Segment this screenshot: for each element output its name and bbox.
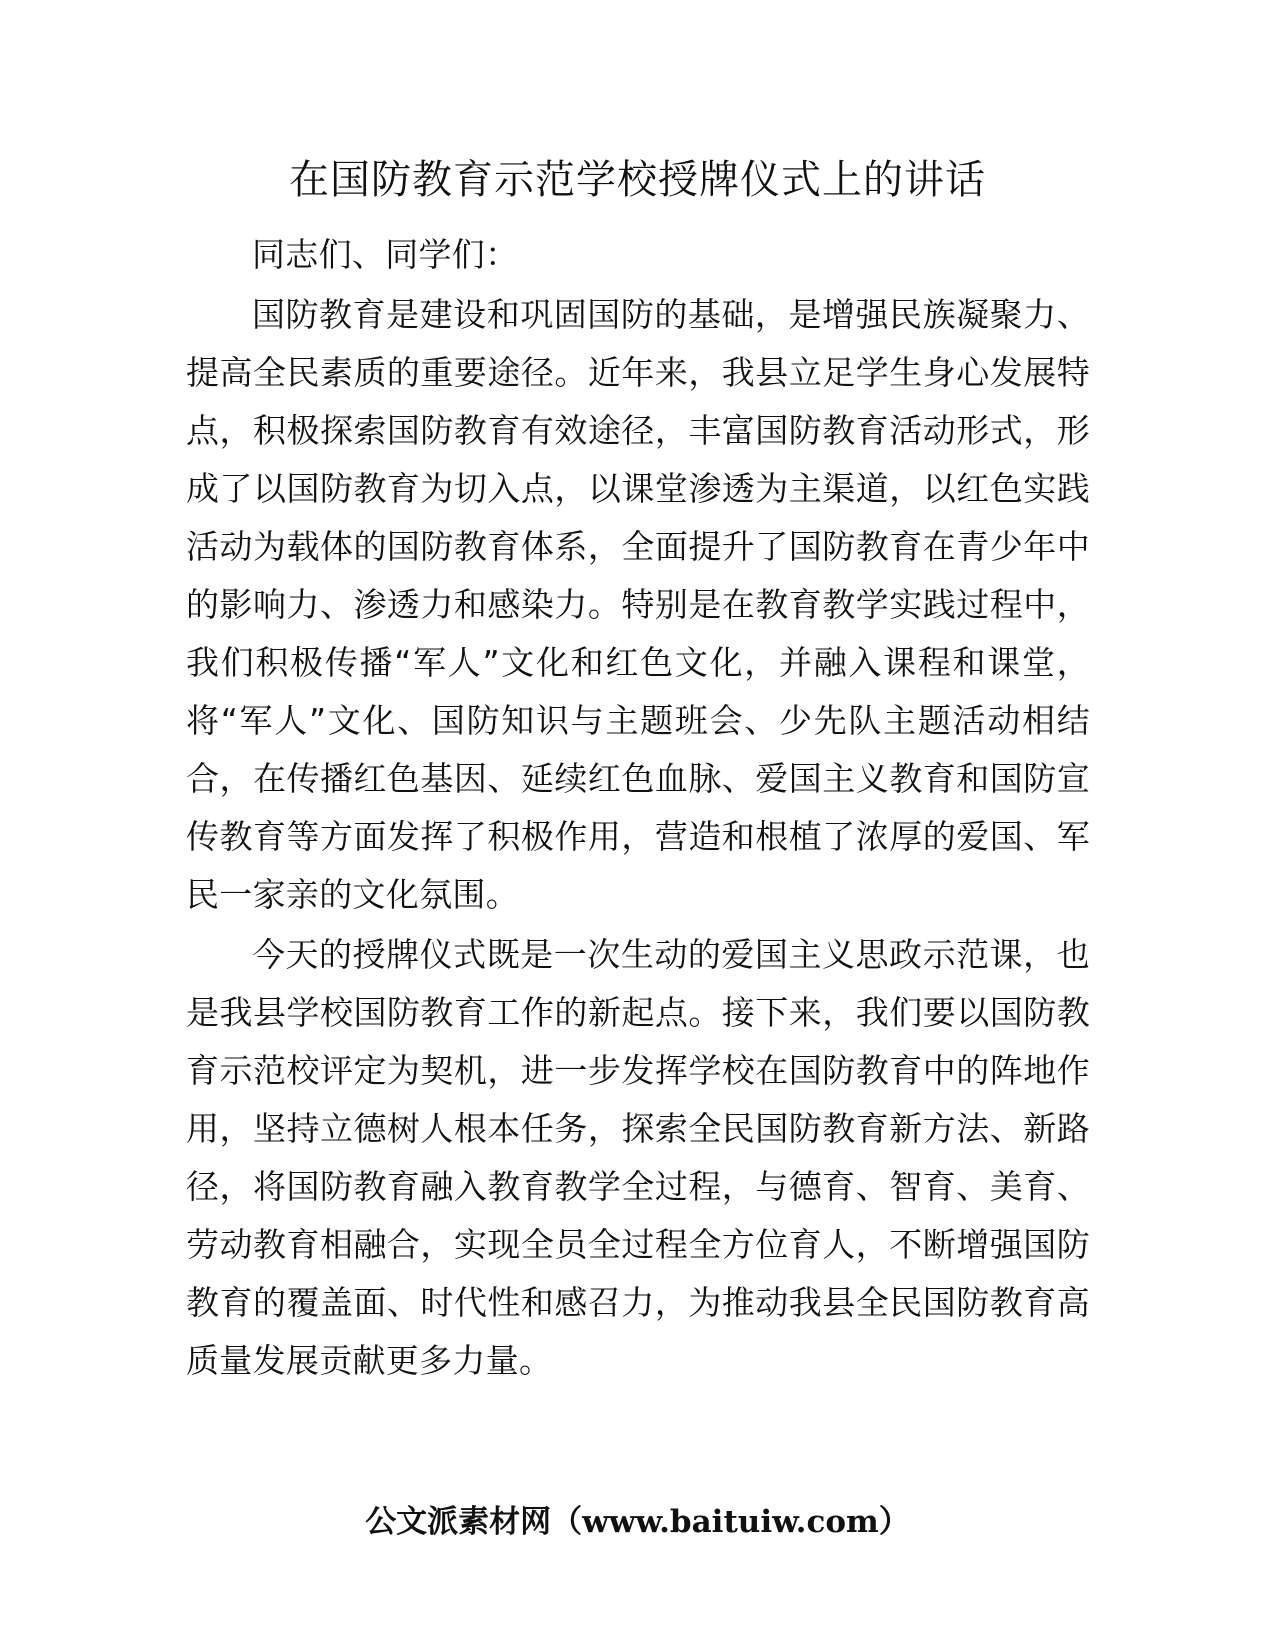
paragraph-1: 国防教育是建设和巩固国防的基础，是增强民族凝聚力、提高全民素质的重要途径。近年来，我县立足学生身心发展特点，积极探索国防教育有效途径，丰富国防教育活动形式，形成了以国防教育为切入点，以课堂渗透为主渠道，以红色实践活动为载体的国防教育体系，全面提升了国防教育在青少年中的影响力、渗透力和感染力。特别是在教育教学实践过程中，我们积极传播“军人”文化和红色文化，并融入课程和课堂，将“军人”文化、国防知识与主题班会、少先队主题活动相结合，在传播红色基因、延续红色血脉、爱国主义教育和国防宣传教育等方面发挥了积极作用，营造和根植了浓厚的爱国、军民一家亲的文化氛围。: [186, 295, 1090, 914]
paragraph-2: 今天的授牌仪式既是一次生动的爱国主义思政示范课，也是我县学校国防教育工作的新起点。接下来，我们要以国防教育示范校评定为契机，进一步发挥学校在国防教育中的阵地作用，坚持立德树人根本任务，探索全民国防教育新方法、新路径，将国防教育融入教育教学全过程，与德育、智育、美育、劳动教育相融合，实现全员全过程全方位育人，不断增强国防教育的覆盖面、时代性和感召力，为推动我县全民国防教育高质量发展贡献更多力量。: [186, 935, 1090, 1380]
footer-watermark: 公文派素材网（www.baituiw.com）: [365, 1504, 910, 1540]
salutation: 同志们、同学们：: [252, 235, 519, 274]
document-body: [186, 226, 1090, 1390]
document-title: 在国防教育示范学校授牌仪式上的讲话: [289, 157, 986, 203]
